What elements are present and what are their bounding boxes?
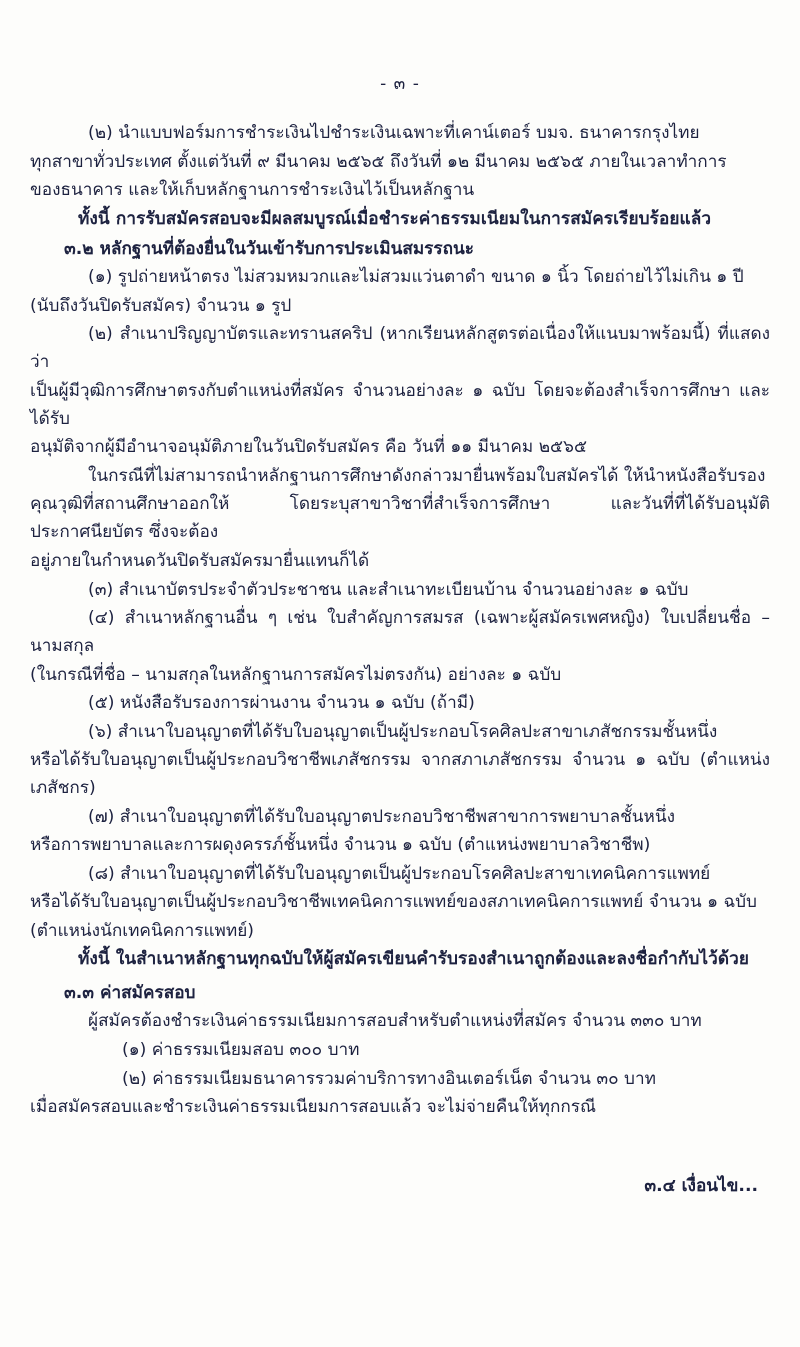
paragraph: ทุกสาขาทั่วประเทศ ตั้งแต่วันที่ ๙ มีนาคม ๒๕๖๕ ถึงวันที่ ๑๒ มีนาคม ๒๕๖๕ ภายในเวลาทำการ bbox=[30, 151, 727, 172]
paragraph: (๗) สำเนาใบอนุญาตที่ได้รับใบอนุญาตประกอบวิชาชีพสาขาการพยาบาลชั้นหนึ่ง bbox=[88, 806, 675, 827]
paragraph: (๔) สำเนาหลักฐานอื่น ๆ เช่น ใบสำคัญการสมรส (เฉพาะผู้สมัครเพศหญิง) ใบเปลี่ยนชื่อ – นามสกุล bbox=[30, 608, 770, 657]
paragraph: (๕) หนังสือรับรองการผ่านงาน จำนวน ๑ ฉบับ (ถ้ามี) bbox=[88, 693, 475, 714]
paragraph: (๑) รูปถ่ายหน้าตรง ไม่สวมหมวกและไม่สวมแว่นตาดำ ขนาด ๑ นิ้ว โดยถ่ายไว้ไม่เกิน ๑ ปี bbox=[88, 267, 744, 288]
spacer bbox=[30, 974, 770, 977]
paragraph: ผู้สมัครต้องชำระเงินค่าธรรมเนียมการสอบสำหรับตำแหน่งที่สมัคร จำนวน ๓๓๐ บาท bbox=[88, 1011, 702, 1032]
paragraph: หรือได้รับใบอนุญาตเป็นผู้ประกอบวิชาชีพเทคนิคการแพทย์ของสภาเทคนิคการแพทย์ จำนวน ๑ ฉบับ bbox=[30, 892, 757, 913]
paragraph: ในกรณีที่ไม่สามารถนำหลักฐานการศึกษาดังกล่าวมายื่นพร้อมใบสมัครได้ ให้นำหนังสือรับรอง bbox=[88, 465, 766, 486]
paragraph: คุณวุฒิที่สถานศึกษาออกให้ โดยระบุสาขาวิชาที่สำเร็จการศึกษา และวันที่ที่ได้รับอนุมัติประกาศนียบัตร ซึ่งจะต้อง bbox=[30, 494, 770, 543]
paragraph: หรือได้รับใบอนุญาตเป็นผู้ประกอบวิชาชีพเภสัชกรรม จากสภาเภสัชกรรม จำนวน ๑ ฉบับ (ตำแหน่งเภสัชกร) bbox=[30, 750, 770, 799]
paragraph: (ตำแหน่งนักเทคนิคการแพทย์) bbox=[30, 920, 254, 941]
paragraph: (๒) ค่าธรรมเนียมธนาคารรวมค่าบริการทางอินเตอร์เน็ต จำนวน ๓๐ บาท bbox=[122, 1068, 656, 1089]
footer-continuation-note: ๓.๔ เงื่อนไข... bbox=[644, 1176, 758, 1196]
paragraph: (๑) ค่าธรรมเนียมสอบ ๓๐๐ บาท bbox=[122, 1040, 360, 1060]
paragraph-emphasis: ทั้งนี้ ในสำเนาหลักฐานทุกฉบับให้ผู้สมัครเขียนคำรับรองสำเนาถูกต้องและลงชื่อกำกับไว้ด้วย bbox=[78, 949, 750, 970]
paragraph: (นับถึงวันปิดรับสมัคร) จำนวน ๑ รูป bbox=[30, 295, 292, 316]
paragraph: (๘) สำเนาใบอนุญาตที่ได้รับใบอนุญาตเป็นผู้ประกอบโรคศิลปะสาขาเทคนิคการแพทย์ bbox=[88, 863, 711, 884]
paragraph: ของธนาคาร และให้เก็บหลักฐานการชำระเงินไว้เป็นหลักฐาน bbox=[30, 180, 475, 201]
section-heading-3-2: ๓.๒ หลักฐานที่ต้องยื่นในวันเข้ารับการประเมินสมรรถนะ bbox=[64, 238, 475, 259]
paragraph: (ในกรณีที่ชื่อ – นามสกุลในหลักฐานการสมัครไม่ตรงกัน) อย่างละ ๑ ฉบับ bbox=[30, 664, 562, 685]
paragraph: (๓) สำเนาบัตรประจำตัวประชาชน และสำเนาทะเบียนบ้าน จำนวนอย่างละ ๑ ฉบับ bbox=[88, 579, 689, 600]
paragraph-emphasis: ทั้งนี้ การรับสมัครสอบจะมีผลสมบูรณ์เมื่อชำระค่าธรรมเนียมในการสมัครเรียบร้อยแล้ว bbox=[78, 208, 712, 229]
paragraph: (๒) สำเนาปริญญาบัตรและทรานสคริป (หากเรียนหลักสูตรต่อเนื่องให้แนบมาพร้อมนี้) ที่แสดงว่า bbox=[30, 324, 770, 373]
paragraph: หรือการพยาบาลและการผดุงครรภ์ชั้นหนึ่ง จำนวน ๑ ฉบับ (ตำแหน่งพยาบาลวิชาชีพ) bbox=[30, 835, 651, 856]
paragraph: (๖) สำเนาใบอนุญาตที่ได้รับใบอนุญาตเป็นผู้ประกอบโรคศิลปะสาขาเภสัชกรรมชั้นหนึ่ง bbox=[88, 721, 718, 742]
paragraph: อนุมัติจากผู้มีอำนาจอนุมัติภายในวันปิดรับสมัคร คือ วันที่ ๑๑ มีนาคม ๒๕๖๕ bbox=[30, 437, 587, 458]
page-number: - ๓ - bbox=[380, 74, 420, 94]
section-heading-3-3: ๓.๓ ค่าสมัครสอบ bbox=[64, 982, 196, 1003]
paragraph: อยู่ภายในกำหนดวันปิดรับสมัครมายื่นแทนก็ได้ bbox=[30, 550, 370, 571]
paragraph: (๒) นำแบบฟอร์มการชำระเงินไปชำระเงินเฉพาะที่เคาน์เตอร์ บมจ. ธนาคารกรุงไทย bbox=[88, 123, 700, 143]
paragraph: เมื่อสมัครสอบและชำระเงินค่าธรรมเนียมการสอบแล้ว จะไม่จ่ายคืนให้ทุกกรณี bbox=[30, 1097, 596, 1118]
paragraph: เป็นผู้มีวุฒิการศึกษาตรงกับตำแหน่งที่สมัคร จำนวนอย่างละ ๑ ฉบับ โดยจะต้องสำเร็จการศึกษา และได้รับ bbox=[30, 380, 770, 429]
document-body bbox=[30, 119, 770, 1121]
